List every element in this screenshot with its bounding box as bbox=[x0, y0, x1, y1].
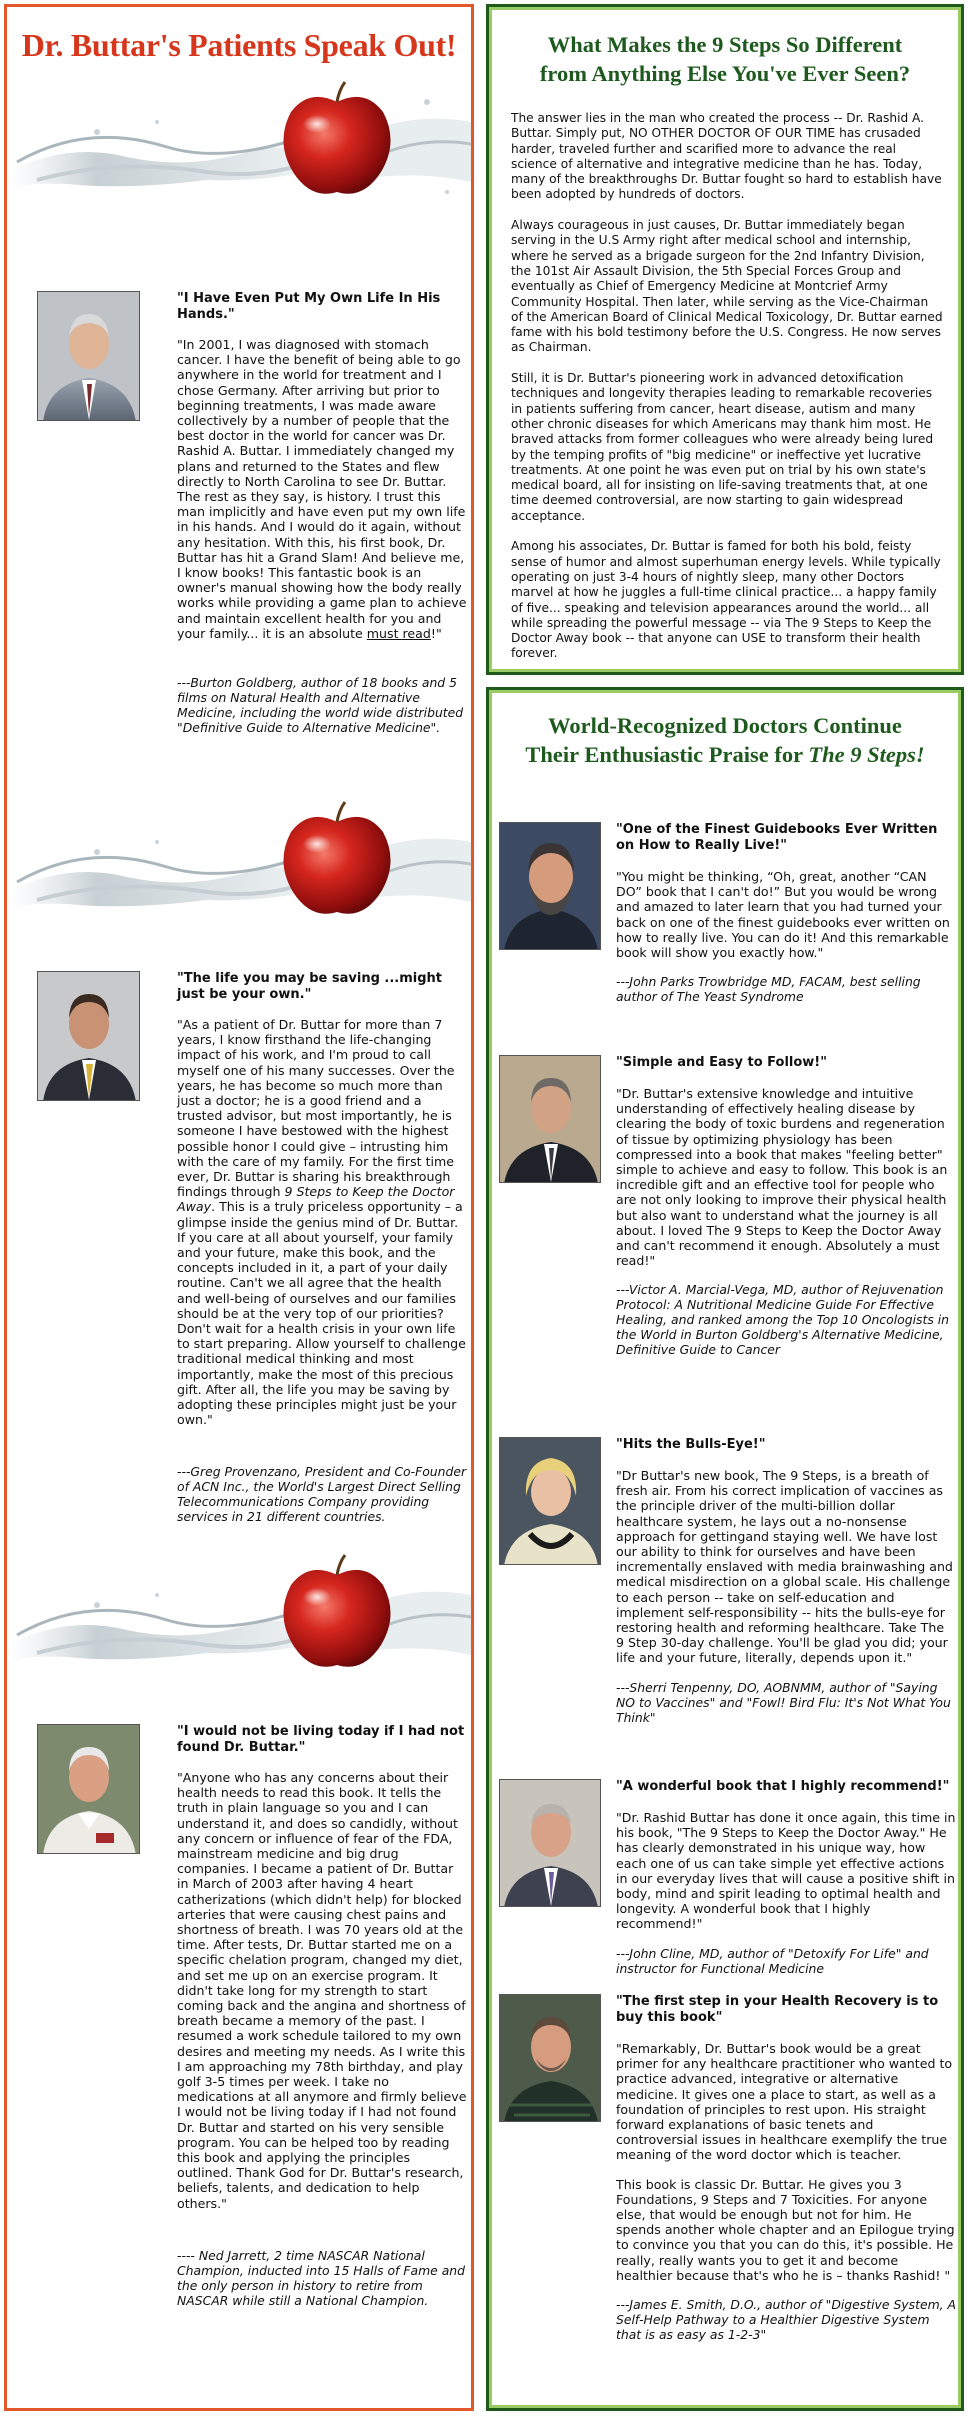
red-apple-image bbox=[279, 80, 395, 200]
portrait-photo-provenzano bbox=[37, 971, 140, 1101]
testimonial-attribution: ---Greg Provenzano, President and Co-Founder of ACN Inc., the World's Largest Direct Selling Telecommunications Company providing services in 21 different countries. bbox=[177, 1464, 467, 1525]
testimonial-quote-continued: This book is classic Dr. Buttar. He gives you 3 Foundations, 9 Steps and 7 Toxicities. For anyone else, that would be enough but not for him. He spends another whole chapter and an Epilogue trying to convince you that you can do this, it's possible. He really, really wants you to get it and become healthier because that's who he is – thanks Rashid! " bbox=[616, 2176, 955, 2283]
testimonial-quote: "Dr. Rashid Buttar has done it once again, this time in his book, "The 9 Steps to Keep the Doctor Away." He has clearly demonstrated in his unique way, how each one of us can take simple yet effective actions in our everyday lives that will cause a positive shift in body, mind and spirit leading to optimal health and longevity. A wonderful book that I highly recommend!" bbox=[616, 1810, 956, 1932]
testimonial-attribution: ---John Cline, MD, author of "Detoxify For Life" and instructor for Functional Medicine bbox=[616, 1945, 929, 1976]
testimonial-heading: "The first step in your Health Recovery is to buy this book" bbox=[616, 1994, 939, 2025]
testimonial-attribution: ---Sherri Tenpenny, DO, AOBNMM, author of "Saying NO to Vaccines" and "Fowl! Bird Flu: It's Not What You Think" bbox=[616, 1679, 951, 1725]
portrait-photo-goldberg bbox=[37, 291, 140, 421]
testimonial-heading: "A wonderful book that I highly recommend!" bbox=[616, 1779, 950, 1794]
testimonial-attribution: ---James E. Smith, D.O., author of "Digestive System, A Self-Help Pathway to a Healthier Digestive System that is as easy as 1-2-3" bbox=[616, 2297, 956, 2343]
testimonial-quote: "As a patient of Dr. Buttar for more than 7 years, I know firsthand the life-changing impact of his work, and I'm proud to call myself one of his many successes. Over the years, he has become so much more than just a doctor; he is a good friend and a trusted advisor, but most importantly, he is someone I have bestowed with the highest possible honor I could give – intrusting him with the care of my family. For the first time ever, Dr. Buttar is sharing his breakthrough findings through 9 Steps to Keep the Doctor Away. This is a truly priceless opportunity – a glimpse inside the genius mind of Dr. Buttar. If you care at all about yourself, your family and your future, make this book, and the concepts included in it, a part of your daily routine. Can't we all agree that the health and well-being of ourselves and our families should be at the very top of our priorities? Don't wait for a health crisis in your own life to start preparing. Allow yourself to challenge traditional medical thinking and most importantly, make the most of this precious gift. After all, the life you may be saving by adopting these principles might just be your own." bbox=[177, 1017, 466, 1428]
testimonial-heading: "I would not be living today if I had not found Dr. Buttar." bbox=[177, 1724, 465, 1755]
testimonial-attribution: ---Burton Goldberg, author of 18 books and 5 films on Natural Health and Alternative Medicine, including the world wide distributed "Definitive Guide to Alternative Medicine". bbox=[177, 675, 464, 736]
testimonial-quote: "Dr. Buttar's extensive knowledge and intuitive understanding of effectively healing disease by clearing the body of toxic burdens and regeneration of tissue by optimizing physiology has been compressed into a book that makes "feeling better" simple to achieve and easy to follow. This book is an incredible gift and an effective tool for people who are not only looking to improve their physical health but also want to understand what the journey is all about. I loved The 9 Steps to Keep the Doctor Away and can't recommend it enough. Absolutely a must read!" bbox=[616, 1086, 948, 1269]
paragraph: Still, it is Dr. Buttar's pioneering work in advanced detoxification techniques and longevity therapies leading to remarkable recoveries in patients suffering from cancer, heart disease, autism and many other chronic diseases for which Americans may thank him most. He braved attacks from former colleagues who were already being lured by the temping profits of "big medicine" or ineffective yet lucrative treatments. At one point he was even put on trial by his own state's medical board, all for insisting on life-saving treatments that, at one time deemed controversial, are now starting to gain widespread acceptance. bbox=[511, 371, 934, 523]
apple-splash-banner bbox=[7, 782, 471, 942]
testimonial-heading: "I Have Even Put My Own Life In His Hands." bbox=[177, 291, 441, 322]
patients-column-title: Dr. Buttar's Patients Speak Out! bbox=[21, 27, 457, 63]
testimonial-heading: "The life you may be saving ...might just be your own." bbox=[177, 971, 443, 1002]
apple-splash-banner bbox=[7, 1535, 471, 1695]
nine-steps-difference-text bbox=[511, 111, 943, 675]
nine-steps-difference-box bbox=[486, 4, 964, 675]
testimonial-heading: "One of the Finest Guidebooks Ever Written on How to Really Live!" bbox=[616, 822, 938, 853]
testimonial-quote: "Dr Buttar's new book, The 9 Steps, is a breath of fresh air. From his correct implication of vaccines as the principle driver of the multi-billion dollar healthcare system, he lays out a no-nonsense approach for gettingand staying well. We have lost our ability to think for ourselves and have been incrementally enslaved with media brainwashing and medical misdirection on a global scale. His challenge to each person -- take on self-education and implement self-responsibility -- hits the bulls-eye for restoring health and reforming healthcare. Take The 9 Step 30-day challenge. You'll be glad you did; your life and your future, literally, depends upon it." bbox=[616, 1468, 953, 1666]
nine-steps-difference-title: What Makes the 9 Steps So Different from Anything Else You've Ever Seen? bbox=[539, 32, 911, 86]
testimonial-quote: "Remarkably, Dr. Buttar's book would be a great primer for any healthcare practitioner who wanted to practice advanced, integrative or alternative medicine. It gives one a place to start, as well as a foundation of principles to rest upon. His straight forward explanations of basic tenets and controversial issues in healthcare exemplify the true meaning of the word doctor which is teacher. bbox=[616, 2041, 953, 2163]
portrait-photo-marcial-vega bbox=[499, 1055, 601, 1183]
portrait-photo-cline bbox=[499, 1779, 601, 1907]
portrait-photo-tenpenny bbox=[499, 1437, 601, 1565]
red-apple-image bbox=[279, 800, 395, 920]
water-splash-image bbox=[7, 62, 471, 222]
portrait-photo-trowbridge bbox=[499, 822, 601, 950]
testimonial-heading: "Simple and Easy to Follow!" bbox=[616, 1055, 828, 1070]
testimonial-attribution: ---Victor A. Marcial-Vega, MD, author of Rejuvenation Protocol: A Nutritional Medicine Guide For Effective Healing, and ranked among the Top 10 Oncologists in the World in Burton Goldberg's Alternative Medicine, Definitive Guide to Cancer bbox=[616, 1282, 950, 1358]
must-read-link[interactable]: must read bbox=[366, 625, 431, 641]
portrait-photo-jarrett bbox=[37, 1724, 140, 1854]
testimonial-quote: "Anyone who has any concerns about their health needs to read this book. It tells the truth in plain language so you and I can understand it, and does so candidly, without any concern or influence of fear of the FDA, mainstream medicine and big drug companies. I became a patient of Dr. Buttar in March of 2003 after having 4 heart catherizations (which didn't help) for blocked arteries that were causing chest pains and shortness of breath. I was 70 years old at the time. After tests, Dr. Buttar started me on a specific chelation program, changed my diet, and set me up on an exercise program. It didn't take long for my strength to start coming back and the angina and shortness of breath became a memory of the past. I resumed a work schedule tailored to my own desires and meeting my needs. As I write this I am approaching my 78th birthday, and play golf 3-5 times per week. I take no medications at all anymore and firmly believe I would not be living today if I had not found Dr. Buttar and started on his very sensible program. You can be helped too by reading this book and applying the principles outlined. Thank God for Dr. Buttar's research, beliefs, talents, and dedication to help others." bbox=[177, 1770, 467, 2211]
patients-column bbox=[4, 4, 474, 2411]
testimonial-quote: "In 2001, I was diagnosed with stomach cancer. I have the benefit of being able to go anywhere in the world for treatment and I chose Germany. After arriving but prior to beginning treatments, I was made aware collectively by a number of people that the best doctor in the world for cancer was Dr. Rashid A. Buttar. I immediately changed my plans and returned to the States and flew directly to North Carolina to see Dr. Buttar. The rest as they say, is history. I trust this man implicitly and have even put my own life in his hands. And I would do it again, without any hesitation. With this, his first book, Dr. Buttar has hit a Grand Slam! And believe me, I know books! This fantastic book is an owner's manual showing how the body really works while providing a game plan to achieve and maintain excellent health for you and your family... it is an absolute must read!" bbox=[177, 337, 467, 641]
testimonial-quote: "You might be thinking, “Oh, great, another “CAN DO” book that I can't do!” But you would be wrong and amazed to later learn that you had turned your back on one of the finest guidebooks ever written on how to really live. You can do it! And this remarkable book will show you exactly how." bbox=[616, 869, 950, 961]
doctors-praise-title: World-Recognized Doctors Continue Their Enthusiastic Praise for The 9 Steps! bbox=[525, 713, 925, 767]
water-splash-image bbox=[7, 1535, 471, 1695]
paragraph: Among his associates, Dr. Buttar is famed for both his bold, feisty sense of humor and almost superhuman energy levels. While typically operating on just 3-4 hours of nightly sleep, many other Doctors marvel at how he juggles a full-time clinical practice... a happy family of five... speaking and television appearances around the world... all while spreading the powerful message -- via The 9 Steps to Keep the Doctor Away book -- that anyone can USE to transform their health forever. bbox=[511, 539, 941, 661]
apple-splash-banner bbox=[7, 62, 471, 222]
testimonial-attribution: ---- Ned Jarrett, 2 time NASCAR National Champion, inducted into 15 Halls of Fame and the only person in history to retire from NASCAR while still a National Champion. bbox=[177, 2247, 466, 2308]
water-splash-image bbox=[7, 782, 471, 942]
testimonial-heading: "Hits the Bulls-Eye!" bbox=[616, 1437, 766, 1452]
doctors-praise-box bbox=[486, 687, 964, 2411]
paragraph: Always courageous in just causes, Dr. Buttar immediately began serving in the U.S Army right after medical school and internship, where he served as a brigade surgeon for the 2nd Infantry Division, the 101st Air Assault Division, the 5th Special Forces Group and eventually as Chief of Emergency Medicine at Montcrief Army Community Hospital. Then later, while serving as the Vice-Chairman of the American Board of Clinical Medical Toxicology, Dr. Buttar earned fame with his bold testimony before the U.S. Congress. He now serves as Chairman. bbox=[511, 218, 943, 355]
testimonial-attribution: ---John Parks Trowbridge MD, FACAM, best selling author of The Yeast Syndrome bbox=[616, 974, 921, 1005]
portrait-photo-smith bbox=[499, 1994, 601, 2122]
red-apple-image bbox=[279, 1553, 395, 1673]
paragraph: The answer lies in the man who created the process -- Dr. Rashid A. Buttar. Simply put, NO OTHER DOCTOR OF OUR TIME has crusaded harder, traveled further and scarified more to advance the real science of alternative and integrative medicine than he has. Today, many of the breakthroughs Dr. Buttar fought so hard to establish have been adopted by hundreds of doctors. bbox=[511, 111, 942, 202]
